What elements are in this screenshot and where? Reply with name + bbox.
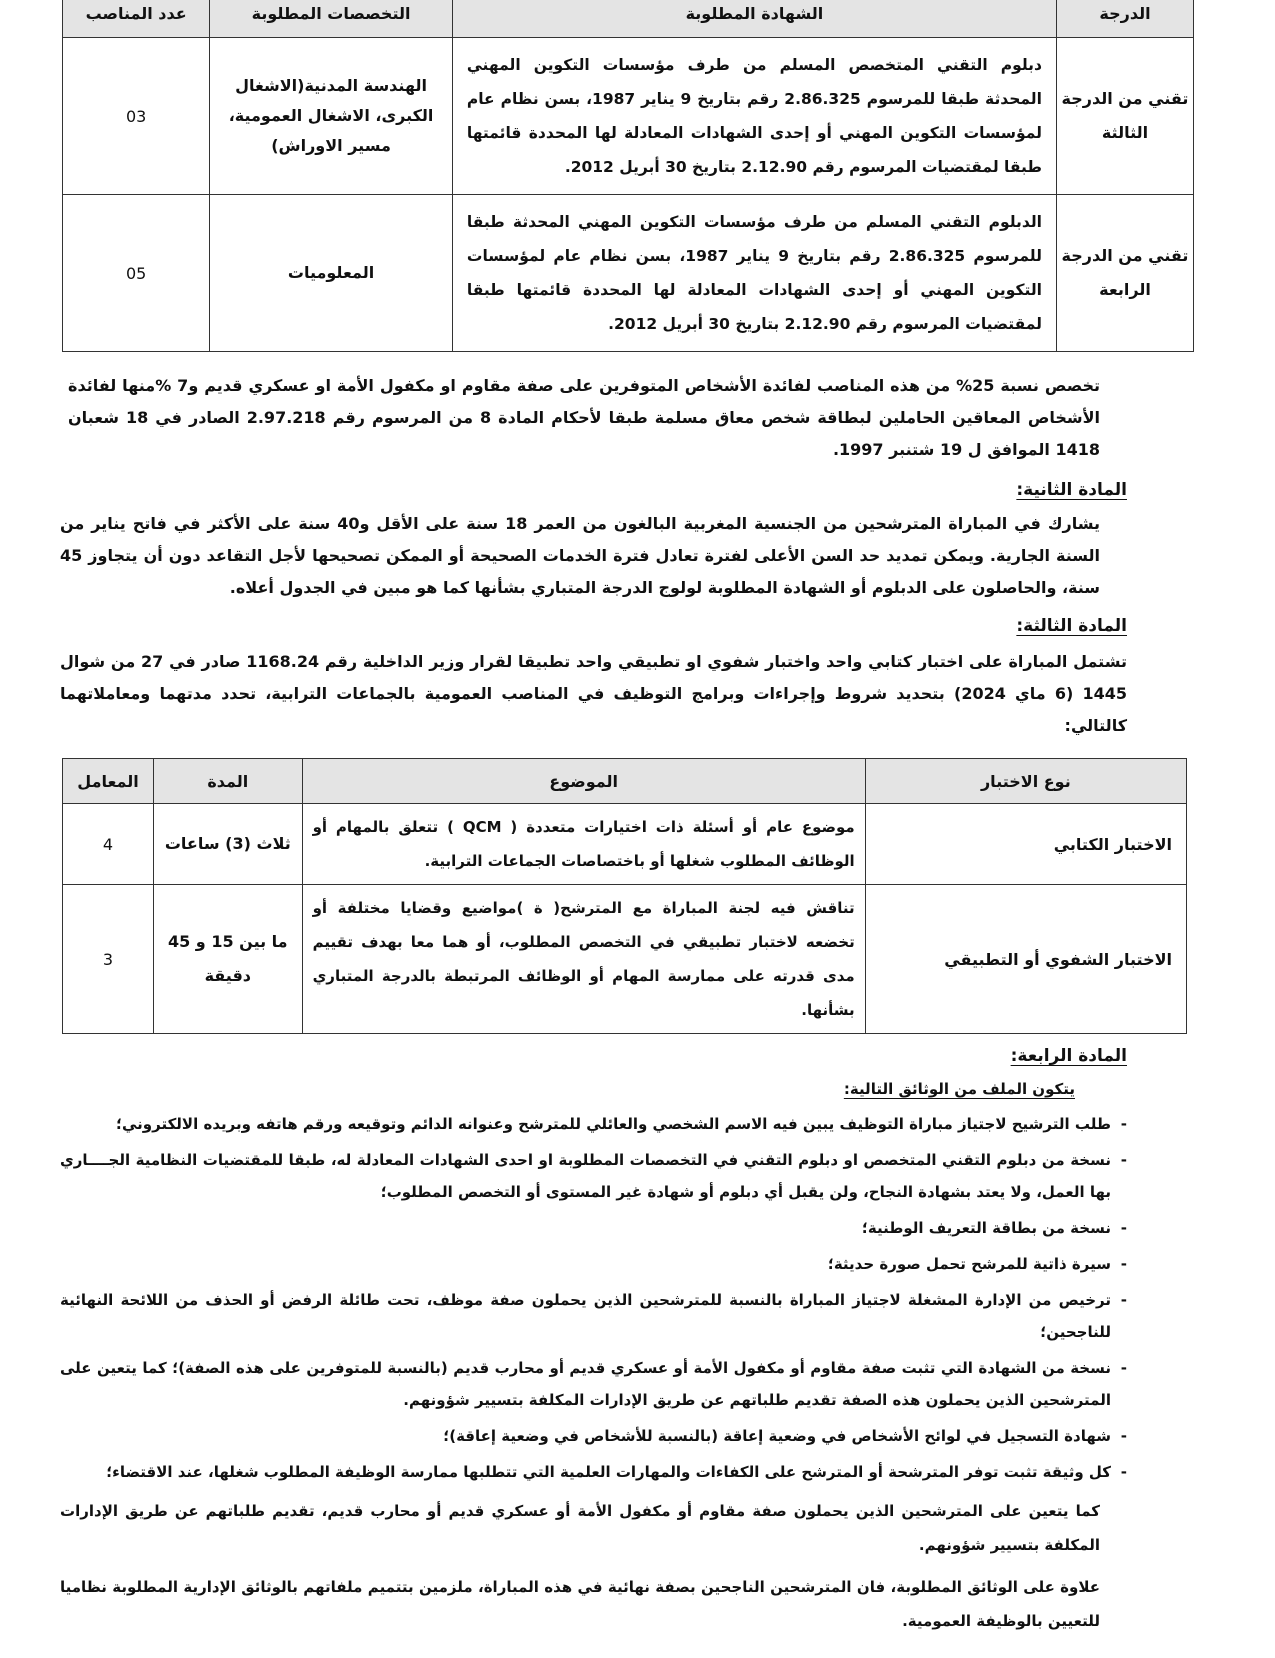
table-header-row [63, 759, 1187, 804]
list-item [60, 1456, 1127, 1488]
header-coefficient: المعامل [63, 759, 154, 804]
table-row [63, 38, 1194, 195]
duration-cell: ما بين 15 و 45 دقيقة [154, 885, 303, 1034]
bullet-dash: - [1120, 1359, 1127, 1377]
grade-cell: تقني من الدرجة الثالثة [1056, 38, 1193, 195]
list-item [60, 1420, 1127, 1452]
bullet-dash: - [1120, 1115, 1127, 1133]
list-item [60, 1212, 1127, 1244]
bullet-dash: - [1120, 1427, 1127, 1445]
list-item-text: نسخة من دبلوم التقني المتخصص او دبلوم التقني في التخصصات المطلوبة او احدى الشهادات المعادلة له، طبقا للمقتضيات النظامية الجــــاري بها العمل، ولا يعتد بشهادة النجاح، ولن يقبل أي دبلوم أو شهادة غير المستوى أو التخصص المطلوب؛ [60, 1151, 1111, 1201]
coefficient-cell: 3 [63, 885, 154, 1034]
exam-type-cell: الاختبار الشفوي أو التطبيقي [865, 885, 1186, 1034]
article-3-text: تشتمل المباراة على اختبار كتابي واحد واختبار شفوي او تطبيقي واحد تطبيقا لقرار وزير الداخلية رقم 1168.24 صادر في 27 من شوال 1445 (6 ماي 2024) بتحديد شروط وإجراءات وبرامج التوظيف في المناصب العمومية بالجماعات الترابية، تحدد مدتهما ومعاملاتهما كالتالي: [60, 652, 1128, 735]
article-2-text: يشارك في المباراة المترشحين من الجنسية المغربية البالغون من العمر 18 سنة على الأقل و40 سنة على الأكثر في فاتح يناير من السنة الجارية. ويمكن تمديد حد السن الأعلى لفترة تعادل فترة الخدمات الصحيحة أو الممكن تصحيحها لأجل التقاعد دون أن يتجاوز 45 سنة، والحاصلون على الدبلوم أو الشهادة المطلوبة لولوج الدرجة المتباري بشأنها كما هو مبين في الجدول أعلاه. [60, 514, 1101, 597]
list-item [60, 1248, 1127, 1280]
bullet-dash: - [1120, 1463, 1127, 1481]
article-3-heading: المادة الثالثة: [1016, 616, 1127, 636]
certificate-cell: دبلوم التقني المتخصص المسلم من طرف مؤسسات التكوين المهني المحدثة طبقا للمرسوم 2.86.325 رقم بتاريخ 9 يناير 1987، بسن نظام عام لمؤسسات التكوين المهني أو إحدى الشهادات المعادلة لها المحددة قائمتها طبقا لمقتضيات المرسوم رقم 2.12.90 بتاريخ 30 أبريل 2012. [452, 38, 1056, 195]
list-item [60, 1284, 1127, 1348]
list-item-text: سيرة ذاتية للمرشح تحمل صورة حديثة؛ [827, 1255, 1111, 1273]
documents-list [60, 1108, 1127, 1488]
table-row [63, 804, 1187, 885]
articles-section [60, 480, 1127, 742]
bullet-dash: - [1120, 1219, 1127, 1237]
bullet-dash: - [1120, 1151, 1127, 1169]
quota-paragraph: تخصص نسبة 25% من هذه المناصب لفائدة الأشخاص المتوفرين على صفة مقاوم او مكفول الأمة او عسكري قديم و7 %منها لفائدة الأشخاص المعاقين الحاملين لبطاقة شخص معاق مسلمة طبقا لأحكام المادة 8 من المرسوم رقم 2.97.218 الصادر في 18 شعبان 1418 الموافق ل 19 شتنبر 1997. [68, 376, 1101, 459]
subject-cell: تناقش فيه لجنة المباراة مع المترشح( ة )مواضيع وقضايا مختلفة أو تخضعه لاختبار تطبيقي في التخصص المطلوب، أو هما معا بهدف تقييم مدى قدرته على ممارسة المهام أو الوظائف المرتبطة بالدرجة المتباري بشأنها. [302, 885, 865, 1034]
header-specialization: التخصصات المطلوبة [210, 0, 453, 38]
article-2-heading: المادة الثانية: [1016, 480, 1127, 500]
article-4-note-1: كما يتعين على المترشحين الذين يحملون صفة مقاوم أو مكفول الأمة أو عسكري قديم أو محارب قديم، تقديم طلباتهم عن طريق الإدارات المكلفة بتسيير شؤونهم. [60, 1502, 1100, 1554]
list-item [60, 1144, 1127, 1208]
list-item [60, 1352, 1127, 1416]
article-4-section [60, 1046, 1127, 1658]
specialization-cell: المعلوميات [210, 195, 453, 352]
specialization-cell: الهندسة المدنية(الاشغال الكبرى، الاشغال العمومية، مسير الاوراش) [210, 38, 453, 195]
header-subject: الموضوع [302, 759, 865, 804]
certificate-cell: الدبلوم التقني المسلم من طرف مؤسسات التكوين المهني المحدثة طبقا للمرسوم 2.86.325 رقم بتاريخ 9 يناير 1987، بسن نظام عام لمؤسسات التكوين المهني أو إحدى الشهادات المعادلة لها المحددة قائمتها طبقا لمقتضيات المرسوم رقم 2.12.90 بتاريخ 30 أبريل 2012. [452, 195, 1056, 352]
article-4-heading: المادة الرابعة: [1010, 1046, 1127, 1066]
table-row [63, 885, 1187, 1034]
list-item-text: ترخيص من الإدارة المشغلة لاجتياز المباراة بالنسبة للمترشحين الذين يحملون صفة موظف، تحت طائلة الرفض أو الحذف من اللائحة النهائية للناجحين؛ [60, 1291, 1111, 1341]
header-duration: المدة [154, 759, 303, 804]
count-cell: 03 [63, 38, 210, 195]
list-item-text: طلب الترشيح لاجتياز مباراة التوظيف يبين فيه الاسم الشخصي والعائلي للمترشح وعنوانه الدائم وتوقيعه ورقم هاتفه وبريده الالكتروني؛ [115, 1115, 1111, 1133]
article-4-note-2: علاوة على الوثائق المطلوبة، فان المترشحين الناجحين بصفة نهائية في هذه المباراة، ملزمين بتتميم ملفاتهم بالوثائق الإدارية المطلوبة نظاميا للتعيين بالوظيفة العمومية. [60, 1578, 1100, 1630]
coefficient-cell: 4 [63, 804, 154, 885]
list-item-text: نسخة من الشهادة التي تثبت صفة مقاوم أو مكفول الأمة أو عسكري قديم أو محارب قديم (بالنسبة للمتوفرين على هذه الصفة)؛ كما يتعين على المترشحين الذين يحملون هذه الصفة تقديم طلباتهم عن طريق الإدارات المكلفة بتسيير شؤونهم. [60, 1359, 1111, 1409]
bullet-dash: - [1120, 1255, 1127, 1273]
header-count: عدد المناصب [63, 0, 210, 38]
list-item-text: كل وثيقة تثبت توفر المترشحة أو المترشح على الكفاءات والمهارات العلمية التي تتطلبها ممارسة الوظيفة المطلوب شغلها، عند الاقتضاء؛ [106, 1463, 1111, 1481]
article-4-subheading: يتكون الملف من الوثائق التالية: [843, 1080, 1075, 1098]
header-exam-type: نوع الاختبار [865, 759, 1186, 804]
duration-cell: ثلاث (3) ساعات [154, 804, 303, 885]
exams-table [62, 758, 1187, 1034]
subject-cell: موضوع عام أو أسئلة ذات اختيارات متعددة ( QCM ) تتعلق بالمهام أو الوظائف المطلوب شغلها أو باختصاصات الجماعات الترابية. [302, 804, 865, 885]
list-item-text: شهادة التسجيل في لوائح الأشخاص في وضعية إعاقة (بالنسبة للأشخاص في وضعية إعاقة)؛ [443, 1427, 1111, 1445]
table-row [63, 195, 1194, 352]
grade-cell: تقني من الدرجة الرابعة [1056, 195, 1193, 352]
list-item [60, 1108, 1127, 1140]
header-grade: الدرجة [1056, 0, 1193, 38]
bullet-dash: - [1120, 1291, 1127, 1309]
exam-type-cell: الاختبار الكتابي [865, 804, 1186, 885]
list-item-text: نسخة من بطاقة التعريف الوطنية؛ [861, 1219, 1111, 1237]
positions-table [62, 0, 1194, 352]
count-cell: 05 [63, 195, 210, 352]
header-certificate: الشهادة المطلوبة [452, 0, 1056, 38]
table-header-row [63, 0, 1194, 38]
